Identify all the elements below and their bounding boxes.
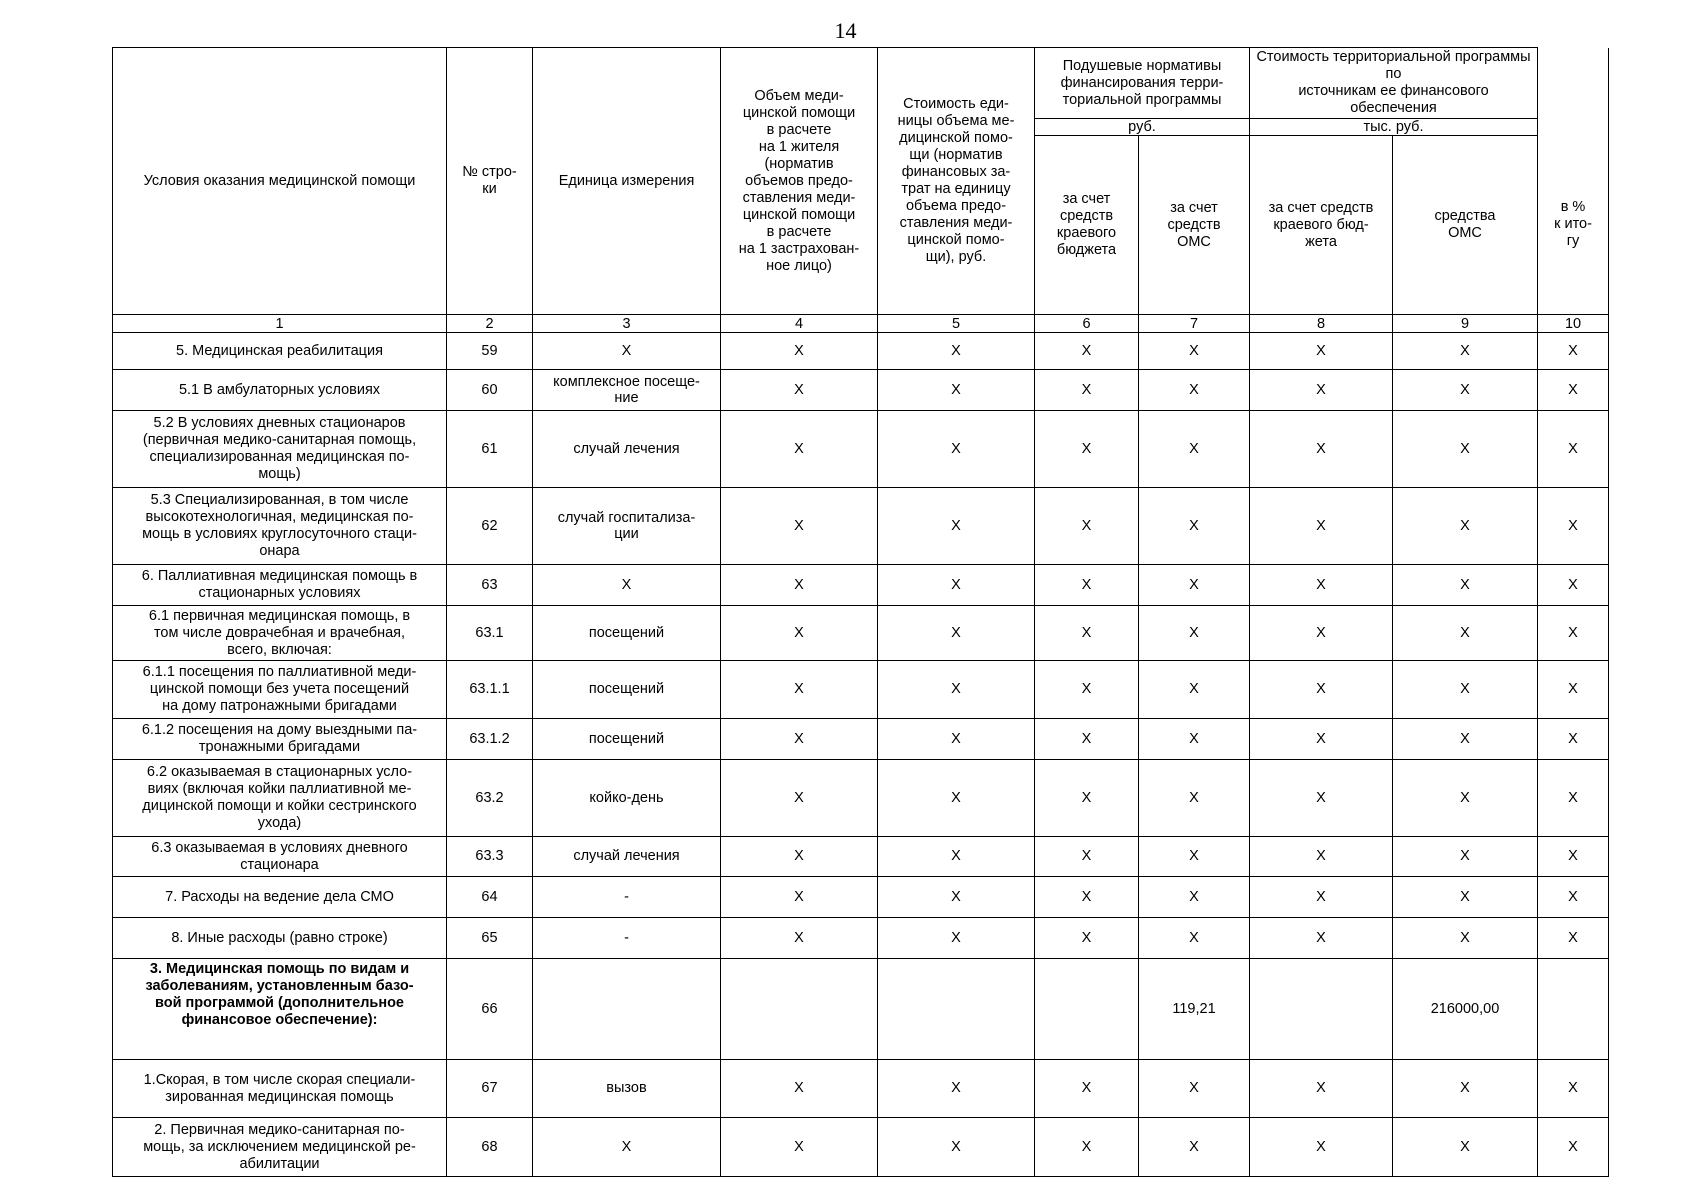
row-cost-oms: X (1393, 1118, 1538, 1177)
header-program-cost (1250, 48, 1538, 119)
row-norm-oms: X (1139, 1118, 1250, 1177)
row-unit-cost: X (878, 877, 1035, 918)
row-label: 5.2 В условиях дневных стационаров (первичная медико-санитарная помощь, специализированная медицинская по- мощь) (113, 411, 447, 488)
header-oms-norm-label: за счет средств ОМС (1167, 199, 1221, 250)
financing-table (112, 47, 1609, 1177)
row-label: 6.1 первичная медицинская помощь, в том числе доврачебная и врачебная, всего, включая: (113, 606, 447, 661)
row-cost-oms: X (1393, 661, 1538, 719)
row-unit-cost: X (878, 370, 1035, 411)
header-regional-budget-norm-label: за счет средств краевого бюджета (1056, 191, 1117, 258)
row-percent: X (1538, 370, 1609, 411)
header-percent (1538, 136, 1609, 315)
row-cost-regional-budget: X (1250, 606, 1393, 661)
table-row (113, 760, 1609, 837)
row-number: 63.3 (447, 837, 533, 877)
row-volume: X (721, 837, 878, 877)
row-volume: X (721, 565, 878, 606)
row-label: 5.3 Специализированная, в том числе высокотехнологичная, медицинская по- мощь в условиях круглосуточного стаци- онара (113, 488, 447, 565)
header-oms-cost (1393, 136, 1538, 315)
row-cost-regional-budget: X (1250, 719, 1393, 760)
row-volume: X (721, 918, 878, 959)
row-cost-oms: X (1393, 1060, 1538, 1118)
row-unit: X (533, 1118, 721, 1177)
row-unit: посещений (533, 661, 721, 719)
row-cost-regional-budget: X (1250, 877, 1393, 918)
header-per-capita-norms (1035, 48, 1250, 119)
row-norm-regional-budget: X (1035, 565, 1139, 606)
row-label: 6.3 оказываемая в условиях дневного стационара (113, 837, 447, 877)
row-number: 64 (447, 877, 533, 918)
table-row (113, 959, 1609, 1060)
row-unit-cost: X (878, 606, 1035, 661)
table-row (113, 606, 1609, 661)
column-numbers-row (113, 315, 1609, 333)
table-row (113, 411, 1609, 488)
column-number: 2 (447, 315, 533, 333)
table-row (113, 661, 1609, 719)
header-regional-budget-cost (1250, 136, 1393, 315)
row-cost-oms: X (1393, 760, 1538, 837)
row-norm-regional-budget: X (1035, 333, 1139, 370)
row-number: 60 (447, 370, 533, 411)
row-number: 63.1 (447, 606, 533, 661)
row-unit: случай госпитализа- ции (533, 488, 721, 565)
row-percent: X (1538, 877, 1609, 918)
page-number: 14 (834, 18, 857, 43)
row-percent: X (1538, 918, 1609, 959)
row-percent: X (1538, 1060, 1609, 1118)
row-number: 62 (447, 488, 533, 565)
row-cost-regional-budget: X (1250, 760, 1393, 837)
column-number: 8 (1250, 315, 1393, 333)
row-volume: X (721, 488, 878, 565)
row-label: 5. Медицинская реабилитация (113, 333, 447, 370)
row-cost-regional-budget: X (1250, 333, 1393, 370)
row-cost-regional-budget: X (1250, 488, 1393, 565)
row-norm-oms: X (1139, 488, 1250, 565)
header-regional-budget-norm (1035, 136, 1139, 315)
row-norm-oms: X (1139, 333, 1250, 370)
row-norm-oms: X (1139, 918, 1250, 959)
row-number: 68 (447, 1118, 533, 1177)
row-unit-cost: X (878, 1060, 1035, 1118)
row-percent: X (1538, 719, 1609, 760)
row-unit-cost: X (878, 661, 1035, 719)
row-label: 1.Скорая, в том числе скорая специали- зированная медицинская помощь (113, 1060, 447, 1118)
header-oms-cost-label: средства ОМС (1434, 208, 1496, 241)
row-norm-oms: X (1139, 1060, 1250, 1118)
row-number: 63.1.2 (447, 719, 533, 760)
row-percent: X (1538, 1118, 1609, 1177)
header-program-cost-label: Стоимость территориальной программы по источникам ее финансового обеспечения (1256, 49, 1531, 116)
column-number: 7 (1139, 315, 1250, 333)
row-norm-oms: X (1139, 606, 1250, 661)
row-number: 61 (447, 411, 533, 488)
row-unit: комплексное посеще- ние (533, 370, 721, 411)
row-percent: X (1538, 565, 1609, 606)
table-row (113, 565, 1609, 606)
header-percent-label: в % к ито- гу (1554, 199, 1592, 250)
row-unit: X (533, 565, 721, 606)
header-unit-thousand-rub: тыс. руб. (1250, 119, 1538, 136)
column-number: 10 (1538, 315, 1609, 333)
table-row (113, 837, 1609, 877)
row-cost-regional-budget: X (1250, 411, 1393, 488)
header-unit-rub: руб. (1035, 119, 1250, 136)
row-volume: X (721, 411, 878, 488)
row-norm-oms: X (1139, 877, 1250, 918)
row-cost-oms: X (1393, 918, 1538, 959)
row-label: 6. Паллиативная медицинская помощь в стационарных условиях (113, 565, 447, 606)
row-volume: X (721, 333, 878, 370)
row-unit-cost: X (878, 760, 1035, 837)
row-norm-oms: X (1139, 370, 1250, 411)
column-number: 6 (1035, 315, 1139, 333)
row-volume: X (721, 661, 878, 719)
table-row (113, 877, 1609, 918)
row-unit: вызов (533, 1060, 721, 1118)
table-row (113, 918, 1609, 959)
row-unit: случай лечения (533, 411, 721, 488)
row-volume: X (721, 719, 878, 760)
row-cost-regional-budget: X (1250, 837, 1393, 877)
header-row-number (447, 48, 533, 315)
row-cost-oms: 216000,00 (1393, 959, 1538, 1060)
row-volume: X (721, 1060, 878, 1118)
row-unit-cost: X (878, 719, 1035, 760)
table-row (113, 370, 1609, 411)
row-unit-cost: X (878, 333, 1035, 370)
header-conditions (113, 48, 447, 315)
row-norm-regional-budget: X (1035, 411, 1139, 488)
row-unit: - (533, 877, 721, 918)
row-cost-oms: X (1393, 411, 1538, 488)
row-cost-regional-budget: X (1250, 661, 1393, 719)
row-cost-oms: X (1393, 719, 1538, 760)
row-percent: X (1538, 661, 1609, 719)
row-volume: X (721, 606, 878, 661)
row-unit: койко-день (533, 760, 721, 837)
row-volume: X (721, 370, 878, 411)
row-number: 63.2 (447, 760, 533, 837)
row-norm-regional-budget: X (1035, 719, 1139, 760)
header-conditions-label: Условия оказания медицинской помощи (143, 172, 416, 189)
row-norm-regional-budget: X (1035, 760, 1139, 837)
row-norm-oms: X (1139, 661, 1250, 719)
row-unit-cost: X (878, 488, 1035, 565)
header-oms-norm (1139, 136, 1250, 315)
row-norm-regional-budget: X (1035, 606, 1139, 661)
row-unit (533, 959, 721, 1060)
row-cost-oms: X (1393, 877, 1538, 918)
row-unit-cost: X (878, 411, 1035, 488)
row-cost-regional-budget (1250, 959, 1393, 1060)
row-cost-regional-budget: X (1250, 1118, 1393, 1177)
row-norm-regional-budget: X (1035, 661, 1139, 719)
row-unit: - (533, 918, 721, 959)
header-row-1 (113, 48, 1609, 119)
row-volume: X (721, 760, 878, 837)
row-number: 65 (447, 918, 533, 959)
column-number: 3 (533, 315, 721, 333)
row-label: 5.1 В амбулаторных условиях (113, 370, 447, 411)
column-number: 1 (113, 315, 447, 333)
row-norm-oms: X (1139, 719, 1250, 760)
row-norm-oms: 119,21 (1139, 959, 1250, 1060)
table-row (113, 333, 1609, 370)
row-norm-oms: X (1139, 565, 1250, 606)
table-row (113, 1060, 1609, 1118)
row-label: 3. Медицинская помощь по видам и заболеваниям, установленным базо- вой программой (дополнительное финансовое обеспечение): (113, 959, 447, 1060)
row-unit-cost: X (878, 1118, 1035, 1177)
row-volume (721, 959, 878, 1060)
header-row-number-label: № стро- ки (462, 164, 517, 197)
row-norm-oms: X (1139, 411, 1250, 488)
row-number: 63.1.1 (447, 661, 533, 719)
row-cost-oms: X (1393, 565, 1538, 606)
header-regional-budget-cost-label: за счет средств краевого бюд- жета (1268, 199, 1374, 250)
row-volume: X (721, 877, 878, 918)
row-cost-regional-budget: X (1250, 370, 1393, 411)
row-norm-oms: X (1139, 837, 1250, 877)
header-unit-cost-label: Стоимость еди- ницы объема ме- дицинской помо- щи (норматив финансовых за- трат на единицу объема предо- ставления меди- цинской помо- щи), руб. (897, 96, 1015, 265)
row-norm-regional-budget: X (1035, 1118, 1139, 1177)
row-unit: посещений (533, 719, 721, 760)
row-unit: X (533, 333, 721, 370)
row-norm-oms: X (1139, 760, 1250, 837)
row-unit-cost (878, 959, 1035, 1060)
row-label: 2. Первичная медико-санитарная по- мощь, за исключением медицинской ре- абилитации (113, 1118, 447, 1177)
row-cost-oms: X (1393, 837, 1538, 877)
row-norm-regional-budget: X (1035, 488, 1139, 565)
table-row (113, 488, 1609, 565)
row-label: 8. Иные расходы (равно строке) (113, 918, 447, 959)
row-volume: X (721, 1118, 878, 1177)
row-cost-regional-budget: X (1250, 565, 1393, 606)
row-norm-regional-budget: X (1035, 370, 1139, 411)
row-norm-regional-budget: X (1035, 918, 1139, 959)
row-label: 6.2 оказываемая в стационарных усло- виях (включая койки паллиативной ме- дицинской помощи и койки сестринского ухода) (113, 760, 447, 837)
row-label: 7. Расходы на ведение дела СМО (113, 877, 447, 918)
row-number: 63 (447, 565, 533, 606)
header-per-capita-norms-label: Подушевые нормативы финансирования терри- ториальной программы (1060, 57, 1224, 108)
table-row (113, 719, 1609, 760)
row-norm-regional-budget: X (1035, 1060, 1139, 1118)
header-volume-label: Объем меди- цинской помощи в расчете на 1 жителя (норматив объемов предо- ставления меди- цинской помощи в расчете на 1 застрахован- ное лицо) (738, 87, 860, 274)
row-unit: посещений (533, 606, 721, 661)
row-number: 66 (447, 959, 533, 1060)
row-norm-regional-budget (1035, 959, 1139, 1060)
row-cost-oms: X (1393, 488, 1538, 565)
row-cost-oms: X (1393, 370, 1538, 411)
row-cost-regional-budget: X (1250, 1060, 1393, 1118)
row-percent: X (1538, 760, 1609, 837)
row-number: 59 (447, 333, 533, 370)
header-volume (721, 48, 878, 315)
header-percent-spacer (1538, 48, 1609, 136)
row-label: 6.1.1 посещения по паллиативной меди- цинской помощи без учета посещений на дому патронажными бригадами (113, 661, 447, 719)
row-cost-oms: X (1393, 606, 1538, 661)
row-percent: X (1538, 606, 1609, 661)
column-number: 5 (878, 315, 1035, 333)
row-unit: случай лечения (533, 837, 721, 877)
column-number: 4 (721, 315, 878, 333)
row-unit-cost: X (878, 565, 1035, 606)
row-norm-regional-budget: X (1035, 877, 1139, 918)
header-unit-cost (878, 48, 1035, 315)
column-number: 9 (1393, 315, 1538, 333)
row-cost-oms: X (1393, 333, 1538, 370)
row-unit-cost: X (878, 918, 1035, 959)
row-cost-regional-budget: X (1250, 918, 1393, 959)
header-unit-label: Единица измерения (558, 172, 695, 189)
row-norm-regional-budget: X (1035, 837, 1139, 877)
row-percent (1538, 959, 1609, 1060)
row-percent: X (1538, 837, 1609, 877)
header-unit (533, 48, 721, 315)
row-unit-cost: X (878, 837, 1035, 877)
row-percent: X (1538, 333, 1609, 370)
row-percent: X (1538, 411, 1609, 488)
table-row (113, 1118, 1609, 1177)
row-number: 67 (447, 1060, 533, 1118)
row-label: 6.1.2 посещения на дому выездными па- тронажными бригадами (113, 719, 447, 760)
row-percent: X (1538, 488, 1609, 565)
